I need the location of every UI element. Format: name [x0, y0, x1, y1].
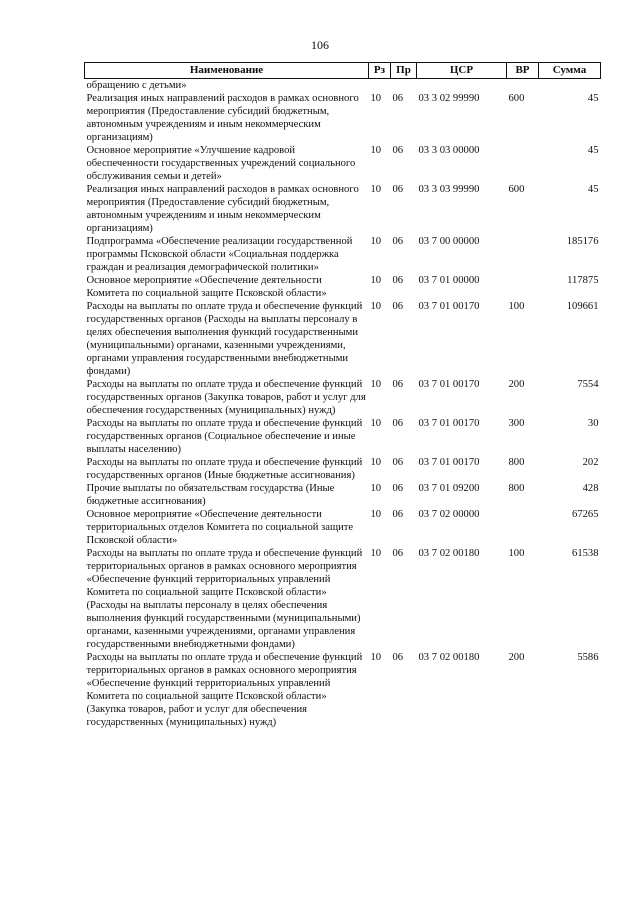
page-number: 106 [311, 38, 329, 52]
cell-rz: 10 [370, 236, 382, 247]
cell-csr: 03 7 01 00000 [418, 275, 480, 286]
cell-pr: 06 [392, 93, 404, 104]
cell-pr: 06 [392, 483, 404, 494]
cell-name: обращению с детьми» [86, 80, 187, 91]
cell-rz: 10 [370, 483, 382, 494]
cell-sum: 45 [587, 184, 599, 195]
table-row [85, 92, 601, 144]
cell-sum: 428 [582, 483, 599, 494]
cell-rz: 10 [370, 145, 382, 156]
table-row [85, 79, 601, 93]
table-row [85, 235, 601, 274]
cell-name: Реализация иных направлений расходов в рамках основного мероприятия (Предоставление субсидий бюджетным, автономным учреждениям и иным некоммерческим организациям) [86, 93, 359, 143]
cell-vr: 800 [508, 457, 525, 468]
cell-name: Расходы на выплаты по оплате труда и обеспечение функций государственных органов (Социальное обеспечение и иные выплаты населению) [86, 418, 363, 455]
cell-rz: 10 [370, 275, 382, 286]
cell-rz: 10 [370, 93, 382, 104]
table-row [85, 508, 601, 547]
cell-vr: 600 [508, 184, 525, 195]
cell-rz: 10 [370, 457, 382, 468]
cell-vr [507, 144, 539, 183]
cell-csr: 03 7 01 00170 [418, 457, 480, 468]
budget-table [84, 62, 601, 729]
cell-sum: 117875 [567, 275, 599, 286]
cell-csr: 03 7 01 00170 [418, 301, 480, 312]
cell-vr: 600 [508, 93, 525, 104]
cell-vr: 200 [508, 379, 525, 390]
header-pr: Пр [391, 63, 417, 79]
cell-name: Расходы на выплаты по оплате труда и обеспечение функций территориальных органов в рамках основного мероприятия «Обеспечение функций территориальных управлений Комитета по социальной защите Псковской области» (Расходы на выплаты персоналу в целях обеспечения выполнения функций государственными (муниципальными) органами, казенными учреждениями, органами управления государственными внебюджетными фондами) [86, 548, 363, 650]
cell-vr: 300 [508, 418, 525, 429]
cell-vr [507, 508, 539, 547]
cell-csr: 03 7 01 00170 [418, 379, 480, 390]
cell-csr: 03 3 03 99990 [418, 184, 480, 195]
cell-sum: 7554 [577, 379, 599, 390]
table-row [85, 378, 601, 417]
table-body [85, 79, 601, 730]
header-name: Наименование [85, 63, 369, 79]
cell-vr: 100 [508, 301, 525, 312]
cell-csr: 03 7 00 00000 [418, 236, 480, 247]
cell-pr: 06 [392, 379, 404, 390]
cell-pr: 06 [392, 236, 404, 247]
cell-name: Расходы на выплаты по оплате труда и обеспечение функций государственных органов (Расходы на выплаты персоналу в целях обеспечения выполнения функций государственными (муниципальными) органами, казенными учреждениями, органами управления государственными внебюджетными фондами) [86, 301, 363, 377]
cell-vr [507, 235, 539, 274]
cell-pr: 06 [392, 652, 404, 663]
cell-rz: 10 [370, 548, 382, 559]
table-row [85, 456, 601, 482]
cell-sum [539, 79, 601, 93]
cell-sum: 45 [587, 93, 599, 104]
table-row [85, 300, 601, 378]
cell-rz: 10 [370, 379, 382, 390]
table-row [85, 144, 601, 183]
cell-name: Подпрограмма «Обеспечение реализации государственной программы Псковской области «Социальная поддержка граждан и реализация демографической политики» [86, 236, 353, 273]
cell-name: Основное мероприятие «Обеспечение деятельности Комитета по социальной защите Псковской области» [86, 275, 327, 299]
cell-csr: 03 3 02 99990 [418, 93, 480, 104]
cell-name: Прочие выплаты по обязательствам государства (Иные бюджетные ассигнования) [86, 483, 335, 507]
cell-pr: 06 [392, 275, 404, 286]
cell-sum: 61538 [572, 548, 599, 559]
table-row [85, 482, 601, 508]
cell-name: Расходы на выплаты по оплате труда и обеспечение функций территориальных органов в рамках основного мероприятия «Обеспечение функций территориальных управлений Комитета по социальной защите Псковской области» (Закупка товаров, работ и услуг для обеспечения государственных (муниципальных) нужд) [86, 652, 363, 728]
header-rz: Рз [369, 63, 391, 79]
cell-rz: 10 [370, 418, 382, 429]
cell-rz: 10 [370, 509, 382, 520]
cell-sum: 5586 [577, 652, 599, 663]
cell-rz: 10 [370, 301, 382, 312]
cell-pr: 06 [392, 145, 404, 156]
cell-csr: 03 7 01 09200 [418, 483, 480, 494]
cell-sum: 202 [582, 457, 599, 468]
cell-sum: 67265 [572, 509, 599, 520]
cell-sum: 109661 [566, 301, 599, 312]
cell-sum: 185176 [566, 236, 599, 247]
cell-vr: 800 [508, 483, 525, 494]
cell-csr: 03 7 02 00180 [418, 652, 480, 663]
table-row [85, 274, 601, 300]
cell-name: Основное мероприятие «Улучшение кадровой обеспеченности государственных учреждений социального обслуживания семьи и детей» [86, 145, 356, 182]
cell-name: Основное мероприятие «Обеспечение деятельности территориальных отделов Комитета по социальной защите Псковской области» [86, 509, 354, 546]
header-csr: ЦСР [417, 63, 507, 79]
cell-sum: 45 [587, 145, 599, 156]
table-row [85, 417, 601, 456]
cell-vr: 200 [508, 652, 525, 663]
cell-vr [507, 274, 539, 300]
cell-vr: 100 [508, 548, 525, 559]
cell-rz: 10 [370, 184, 382, 195]
cell-csr: 03 7 01 00170 [418, 418, 480, 429]
cell-sum: 30 [587, 418, 599, 429]
cell-rz: 10 [370, 652, 382, 663]
table-header-row [85, 63, 601, 79]
cell-pr [391, 79, 417, 93]
table-row [85, 547, 601, 651]
cell-pr: 06 [392, 509, 404, 520]
table-row [85, 183, 601, 235]
cell-csr [417, 79, 507, 93]
cell-pr: 06 [392, 184, 404, 195]
cell-pr: 06 [392, 457, 404, 468]
cell-pr: 06 [392, 301, 404, 312]
cell-csr: 03 3 03 00000 [418, 145, 480, 156]
cell-name: Расходы на выплаты по оплате труда и обеспечение функций государственных органов (Иные бюджетные ассигнования) [86, 457, 363, 481]
header-sum: Сумма [539, 63, 601, 79]
cell-name: Реализация иных направлений расходов в рамках основного мероприятия (Предоставление субсидий бюджетным, автономным учреждениям и иным некоммерческим организациям) [86, 184, 359, 234]
cell-csr: 03 7 02 00000 [418, 509, 480, 520]
cell-vr [507, 79, 539, 93]
table-row [85, 651, 601, 729]
cell-name: Расходы на выплаты по оплате труда и обеспечение функций государственных органов (Закупка товаров, работ и услуг для обеспечения государственных (муниципальных) нужд) [86, 379, 366, 416]
cell-csr: 03 7 02 00180 [418, 548, 480, 559]
cell-rz [369, 79, 391, 93]
cell-pr: 06 [392, 548, 404, 559]
cell-pr: 06 [392, 418, 404, 429]
header-vr: ВР [507, 63, 539, 79]
